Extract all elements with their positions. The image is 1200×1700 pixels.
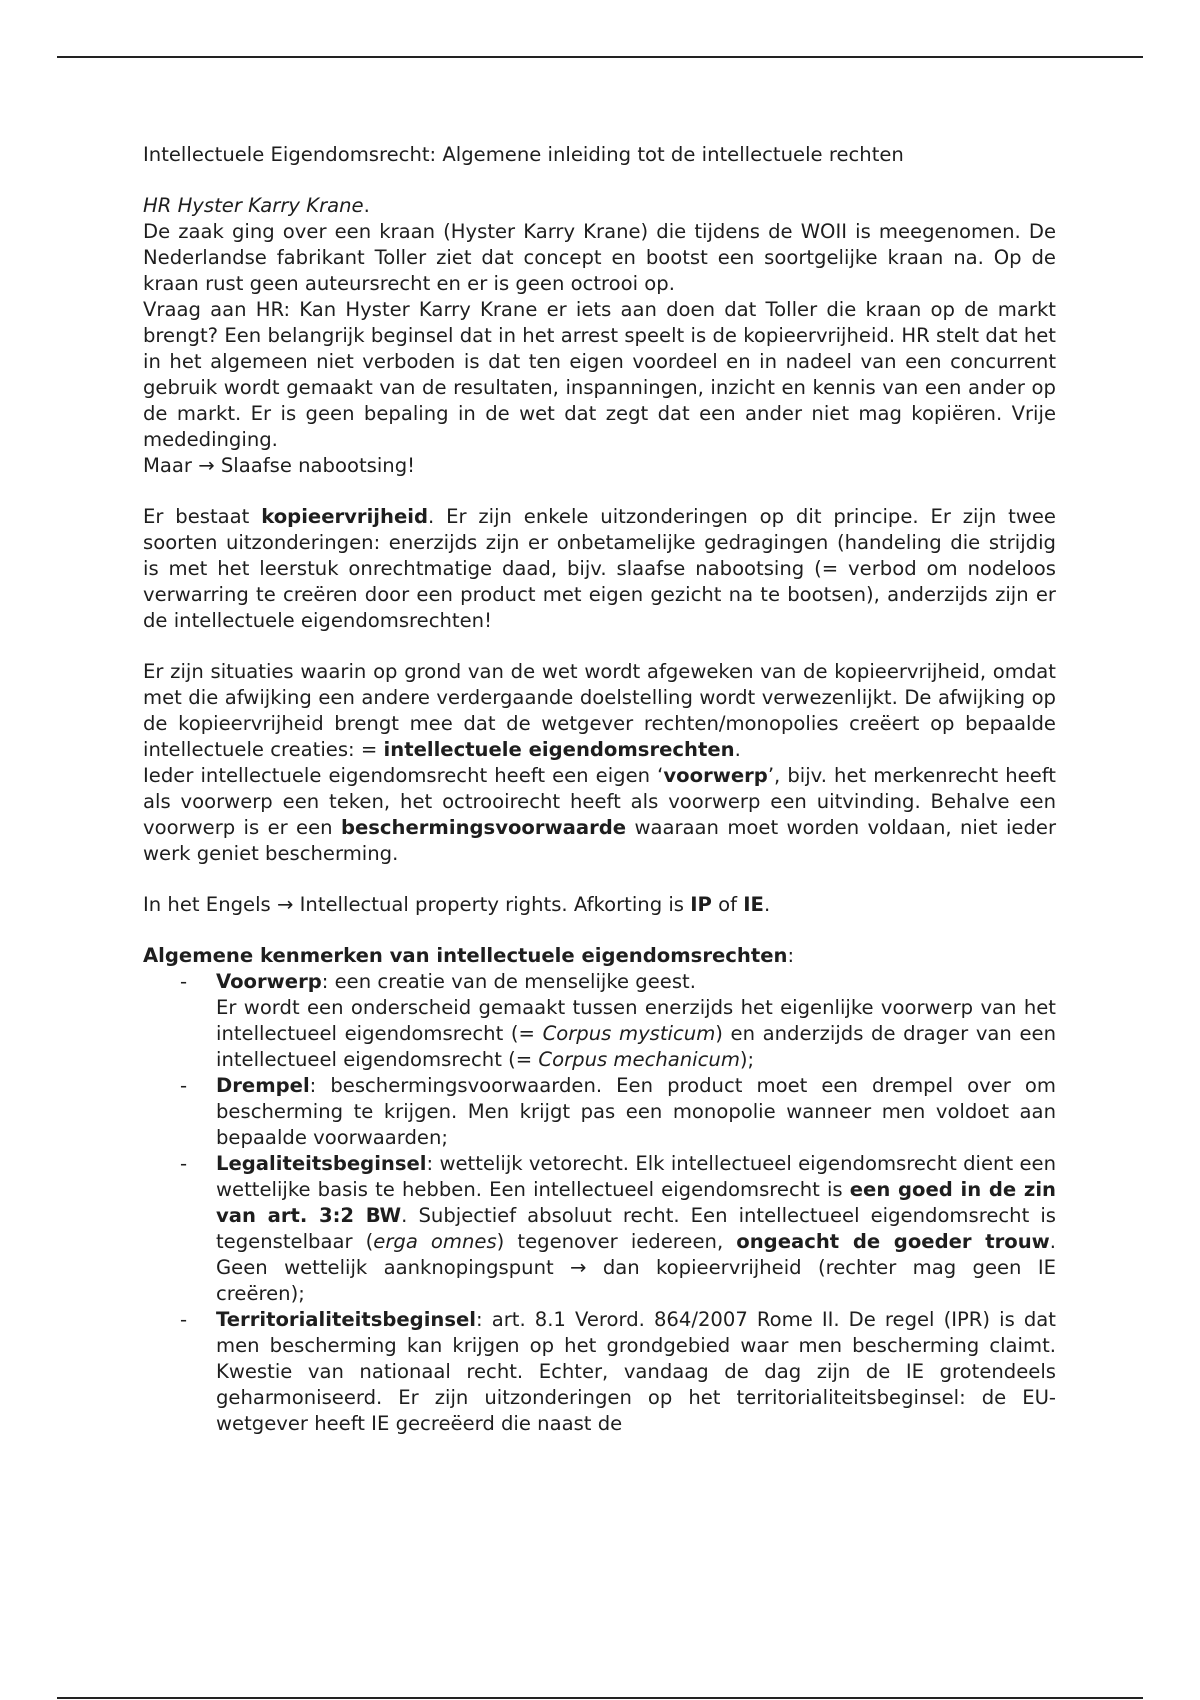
text-run: In het Engels → Intellectual property rights. Afkorting is bbox=[143, 893, 691, 916]
bold-term: ongeacht de goeder trouw bbox=[736, 1230, 1050, 1253]
case-name: HR Hyster Karry Krane. bbox=[143, 194, 370, 217]
text-run: . bbox=[734, 738, 741, 761]
italic-term: erga omnes bbox=[373, 1230, 497, 1253]
case-name-text: HR Hyster Karry Krane bbox=[143, 194, 364, 217]
bold-term-beschermingsvoorwaarde: beschermingsvoorwaarde bbox=[340, 816, 627, 839]
dash-bullet-icon: - bbox=[180, 970, 188, 993]
item-text: ) tegenover iedereen, bbox=[496, 1230, 737, 1253]
kenmerken-heading-text: Algemene kenmerken van intellectuele eigendomsrechten bbox=[143, 944, 788, 967]
voorwerp-paragraph bbox=[143, 763, 1056, 867]
item-label: Territorialiteitsbeginsel bbox=[216, 1308, 477, 1331]
situaties-paragraph bbox=[143, 659, 1056, 763]
item-text: : een creatie van de menselijke geest. bbox=[321, 970, 696, 993]
bold-term-voorwerp: voorwerp bbox=[663, 764, 768, 787]
case-paragraph-3: Maar → Slaafse nabootsing! bbox=[143, 454, 416, 477]
item-text: ); bbox=[739, 1048, 755, 1071]
item-text: : beschermingsvoorwaarden. Een product moet een drempel over om bescherming te krijgen. Men krijgt pas een monopolie wanneer men voldoet aan bepaalde voorwaarden; bbox=[216, 1074, 1056, 1149]
item-label: Voorwerp bbox=[216, 970, 322, 993]
text-run: waaraan moet worden voldaan, niet ieder werk geniet bescherming. bbox=[143, 816, 1056, 865]
item-text: . Geen wettelijk aanknopingspunt → dan kopieervrijheid (rechter mag geen IE creëren); bbox=[216, 1230, 1056, 1305]
bold-term-ip: IP bbox=[690, 893, 712, 916]
document-body bbox=[143, 142, 1056, 1437]
text-run: ’, bijv. het merkenrecht heeft als voorwerp een teken, het octrooirecht heeft als voorwerp een uitvinding. Behalve een voorwerp is er een bbox=[143, 764, 1056, 839]
text-run: . Er zijn enkele uitzonderingen op dit principe. Er zijn twee soorten uitzonderingen: enerzijds zijn er onbetamelijke gedragingen (handeling die strijdig is met het leerstuk onrechtmatige daad, bijv. slaafse nabootsing (= verbod om nodeloos verwarring te creëren door een product met eigen gezicht na te bootsen), anderzijds zijn er de intellectuele eigendomsrechten! bbox=[143, 505, 1056, 632]
item-text: : art. 8.1 Verord. 864/2007 Rome II. De regel (IPR) is dat men bescherming kan krijgen op het grondgebied waar men bescherming claimt. Kwestie van nationaal recht. Echter, vandaag de dag zijn de IE grotendeels geharmoniseerd. Er zijn uitzonderingen op het territorialiteitsbeginsel: de EU-wetgever heeft IE gecreëerd die naast de bbox=[216, 1308, 1056, 1435]
item-text: ) en anderzijds de drager van een intellectueel eigendomsrecht (= bbox=[216, 1022, 1056, 1071]
document-title: Intellectuele Eigendomsrecht: Algemene inleiding tot de intellectuele rechten bbox=[143, 143, 904, 166]
item-label: Legaliteitsbeginsel bbox=[216, 1152, 427, 1175]
dash-bullet-icon: - bbox=[180, 1152, 188, 1175]
bold-term-kopieervrijheid: kopieervrijheid bbox=[261, 505, 428, 528]
kenmerken-heading bbox=[143, 943, 1056, 969]
list-item-territorialiteitsbeginsel bbox=[180, 1307, 1056, 1437]
bold-term-ie-rechten: intellectuele eigendomsrechten bbox=[383, 738, 735, 761]
kopieervrijheid-paragraph bbox=[143, 504, 1056, 634]
item-text: . Subjectief absoluut recht. Een intellectueel eigendomsrecht is tegenstelbaar ( bbox=[216, 1204, 1056, 1253]
bold-term-ie: IE bbox=[743, 893, 764, 916]
item-label: Drempel bbox=[216, 1074, 310, 1097]
italic-term: Corpus mechanicum bbox=[538, 1048, 740, 1071]
header-rule bbox=[57, 56, 1143, 58]
case-paragraph-1: De zaak ging over een kraan (Hyster Karry Krane) die tijdens de WOII is meegenomen. De Nederlandse fabrikant Toller ziet dat concept en bootst een soortgelijke kraan na. Op de kraan rust geen auteursrecht en er is geen octrooi op. bbox=[143, 220, 1056, 295]
italic-term: Corpus mysticum bbox=[542, 1022, 716, 1045]
list-item-voorwerp bbox=[180, 969, 1056, 1073]
kenmerken-list bbox=[143, 969, 1056, 1437]
case-paragraph-2: Vraag aan HR: Kan Hyster Karry Krane er iets aan doen dat Toller die kraan op de markt brengt? Een belangrijk beginsel dat in het arrest speelt is de kopieervrijheid. HR stelt dat het in het algemeen niet verboden is dat ten eigen voordeel en in nadeel van een concurrent gebruik wordt gemaakt van de resultaten, inspanningen, inzicht en kennis van een ander op de markt. Er is geen bepaling in de wet dat zegt dat een ander niet mag kopiëren. Vrije mededinging. bbox=[143, 298, 1056, 451]
dash-bullet-icon: - bbox=[180, 1308, 188, 1331]
bold-term: een goed in de zin van art. 3:2 BW bbox=[216, 1178, 1057, 1227]
text-run: Er zijn situaties waarin op grond van de wet wordt afgeweken van de kopieervrijheid, omdat met die afwijking een andere verdergaande doelstelling wordt verwezenlijkt. De afwijking op de kopieervrijheid brengt mee dat de wetgever rechten/monopolies creëert op bepaalde intellectuele creaties: = bbox=[143, 660, 1056, 761]
list-item-drempel bbox=[180, 1073, 1056, 1151]
dash-bullet-icon: - bbox=[180, 1074, 188, 1097]
list-item-legaliteitsbeginsel bbox=[180, 1151, 1057, 1307]
text-run: : bbox=[787, 944, 795, 967]
item-text: Er wordt een onderscheid gemaakt tussen enerzijds het eigenlijke voorwerp van het intellectueel eigendomsrecht (= bbox=[216, 996, 1056, 1045]
text-run: of bbox=[711, 893, 744, 916]
engels-paragraph bbox=[143, 892, 1056, 918]
text-run: Er bestaat bbox=[143, 505, 262, 528]
footer-rule bbox=[57, 1697, 1143, 1699]
text-run: Ieder intellectuele eigendomsrecht heeft een eigen ‘ bbox=[143, 764, 664, 787]
text-run: . bbox=[763, 893, 771, 916]
item-text: : wettelijk vetorecht. Elk intellectueel eigendomsrecht dient een wettelijke basis te hebben. Een intellectueel eigendomsrecht is bbox=[216, 1152, 1056, 1201]
